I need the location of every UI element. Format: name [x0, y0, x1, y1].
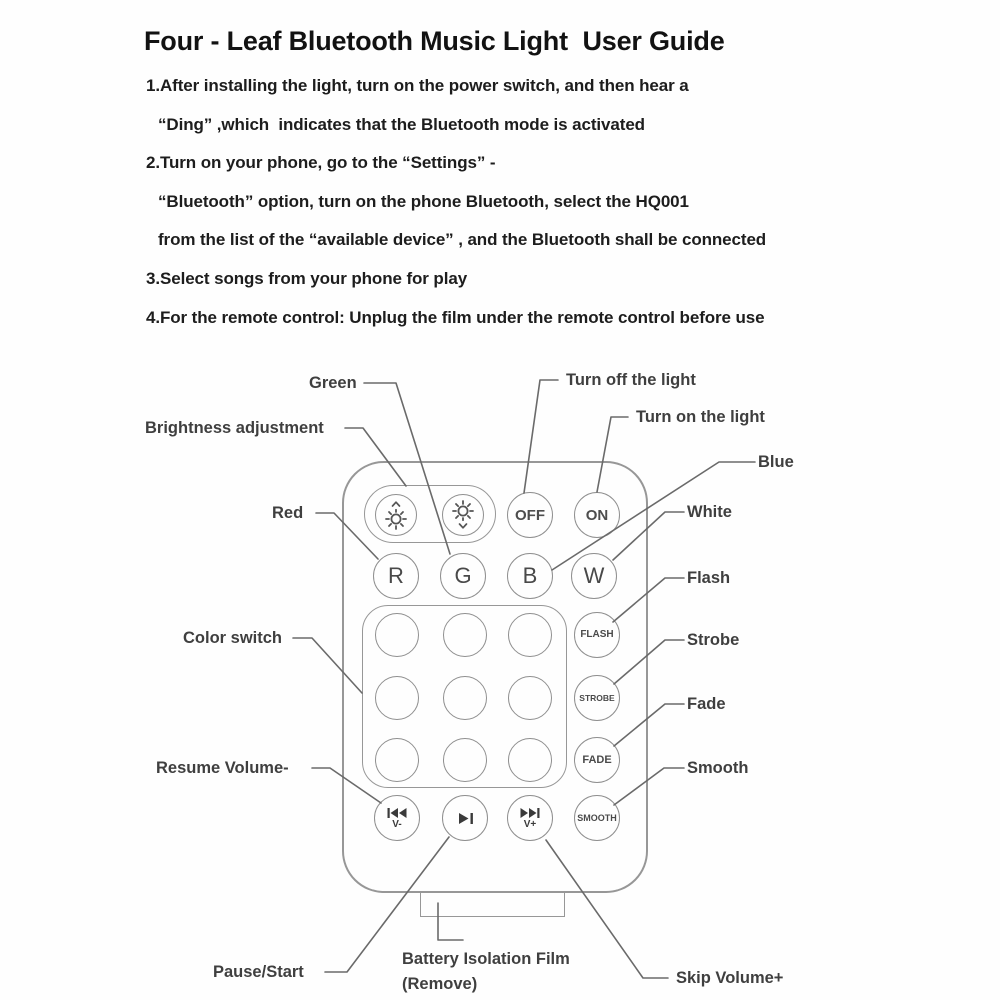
- remote-red-button: [373, 553, 419, 599]
- callout-color-switch: Color switch: [183, 629, 283, 647]
- callout-white: White: [687, 503, 732, 521]
- remote-fade-button: [574, 737, 620, 783]
- color-grid-button: [508, 738, 552, 782]
- remote-green-button: [440, 553, 486, 599]
- callout-strobe: Strobe: [687, 631, 740, 649]
- color-grid-button: [508, 676, 552, 720]
- next-track-icon: [519, 807, 541, 819]
- volume-down-label: V-: [392, 818, 402, 830]
- remote-brightness-up-button: [375, 494, 417, 536]
- color-grid-button: [443, 738, 487, 782]
- smooth-button-label: SMOOTH: [577, 812, 617, 823]
- remote-next-volume-up-button: [507, 795, 553, 841]
- remote-play-pause-button: [442, 795, 488, 841]
- callout-red: Red: [272, 504, 304, 522]
- callout-battery-film-line2: (Remove): [402, 975, 478, 993]
- previous-track-icon: [386, 807, 408, 819]
- callout-battery-film-line1: Battery Isolation Film: [402, 950, 570, 968]
- remote-flash-button: [574, 612, 620, 658]
- green-button-label: G: [454, 563, 472, 588]
- flash-button-label: FLASH: [580, 629, 614, 640]
- instruction-line: “Ding” ,which indicates that the Bluetooth mode is activated: [158, 114, 645, 134]
- callout-blue: Blue: [758, 453, 794, 471]
- page-title: Four - Leaf Bluetooth Music Light User Guide: [144, 26, 725, 56]
- remote-smooth-button: [574, 795, 620, 841]
- instruction-line: “Bluetooth” option, turn on the phone Bluetooth, select the HQ001: [158, 191, 689, 211]
- remote-blue-button: [507, 553, 553, 599]
- callout-flash: Flash: [687, 569, 731, 587]
- color-grid-button: [508, 613, 552, 657]
- color-grid-button: [375, 738, 419, 782]
- color-grid-button: [375, 613, 419, 657]
- callout-fade: Fade: [687, 695, 726, 713]
- callout-turn-on-light: Turn on the light: [636, 408, 765, 426]
- color-grid-button: [443, 676, 487, 720]
- callout-turn-off-light: Turn off the light: [566, 371, 696, 389]
- color-grid-button: [375, 676, 419, 720]
- callout-brightness-adjustment: Brightness adjustment: [145, 419, 324, 437]
- remote-white-button: [571, 553, 617, 599]
- on-button-label: ON: [585, 506, 609, 524]
- brightness-down-icon: [450, 499, 476, 531]
- instruction-line: from the list of the “available device” , and the Bluetooth shall be connected: [158, 230, 767, 250]
- instruction-line: 1.After installing the light, turn on the power switch, and then hear a: [146, 76, 689, 95]
- callout-pause-start: Pause/Start: [213, 963, 304, 981]
- play-pause-icon: [455, 812, 475, 825]
- remote-previous-volume-down-button: [374, 795, 420, 841]
- callout-smooth: Smooth: [687, 759, 749, 777]
- callout-skip-volume: Skip Volume+: [676, 969, 784, 987]
- instruction-line: 4.For the remote control: Unplug the film under the remote control before use: [146, 307, 765, 327]
- remote-off-button: [507, 492, 553, 538]
- off-button-label: OFF: [515, 506, 545, 524]
- volume-up-label: V+: [523, 818, 537, 830]
- instruction-line: 3.Select songs from your phone for play: [146, 268, 468, 288]
- remote-strobe-button: [574, 675, 620, 721]
- strobe-button-label: STROBE: [579, 692, 615, 703]
- brightness-up-icon: [383, 499, 409, 531]
- callout-battery-film: [402, 948, 570, 999]
- battery-isolation-film-tab: [420, 891, 565, 917]
- callout-green: Green: [309, 374, 357, 392]
- fade-button-label: FADE: [582, 753, 612, 766]
- red-button-label: R: [388, 563, 404, 588]
- remote-on-button: [574, 492, 620, 538]
- color-grid-button: [443, 613, 487, 657]
- white-button-label: W: [583, 563, 605, 588]
- instructions-block: [146, 76, 766, 346]
- blue-button-label: B: [522, 563, 538, 588]
- remote-brightness-down-button: [442, 494, 484, 536]
- instruction-line: 2.Turn on your phone, go to the “Settings” -: [146, 153, 496, 173]
- callout-resume-volume: Resume Volume-: [156, 759, 289, 777]
